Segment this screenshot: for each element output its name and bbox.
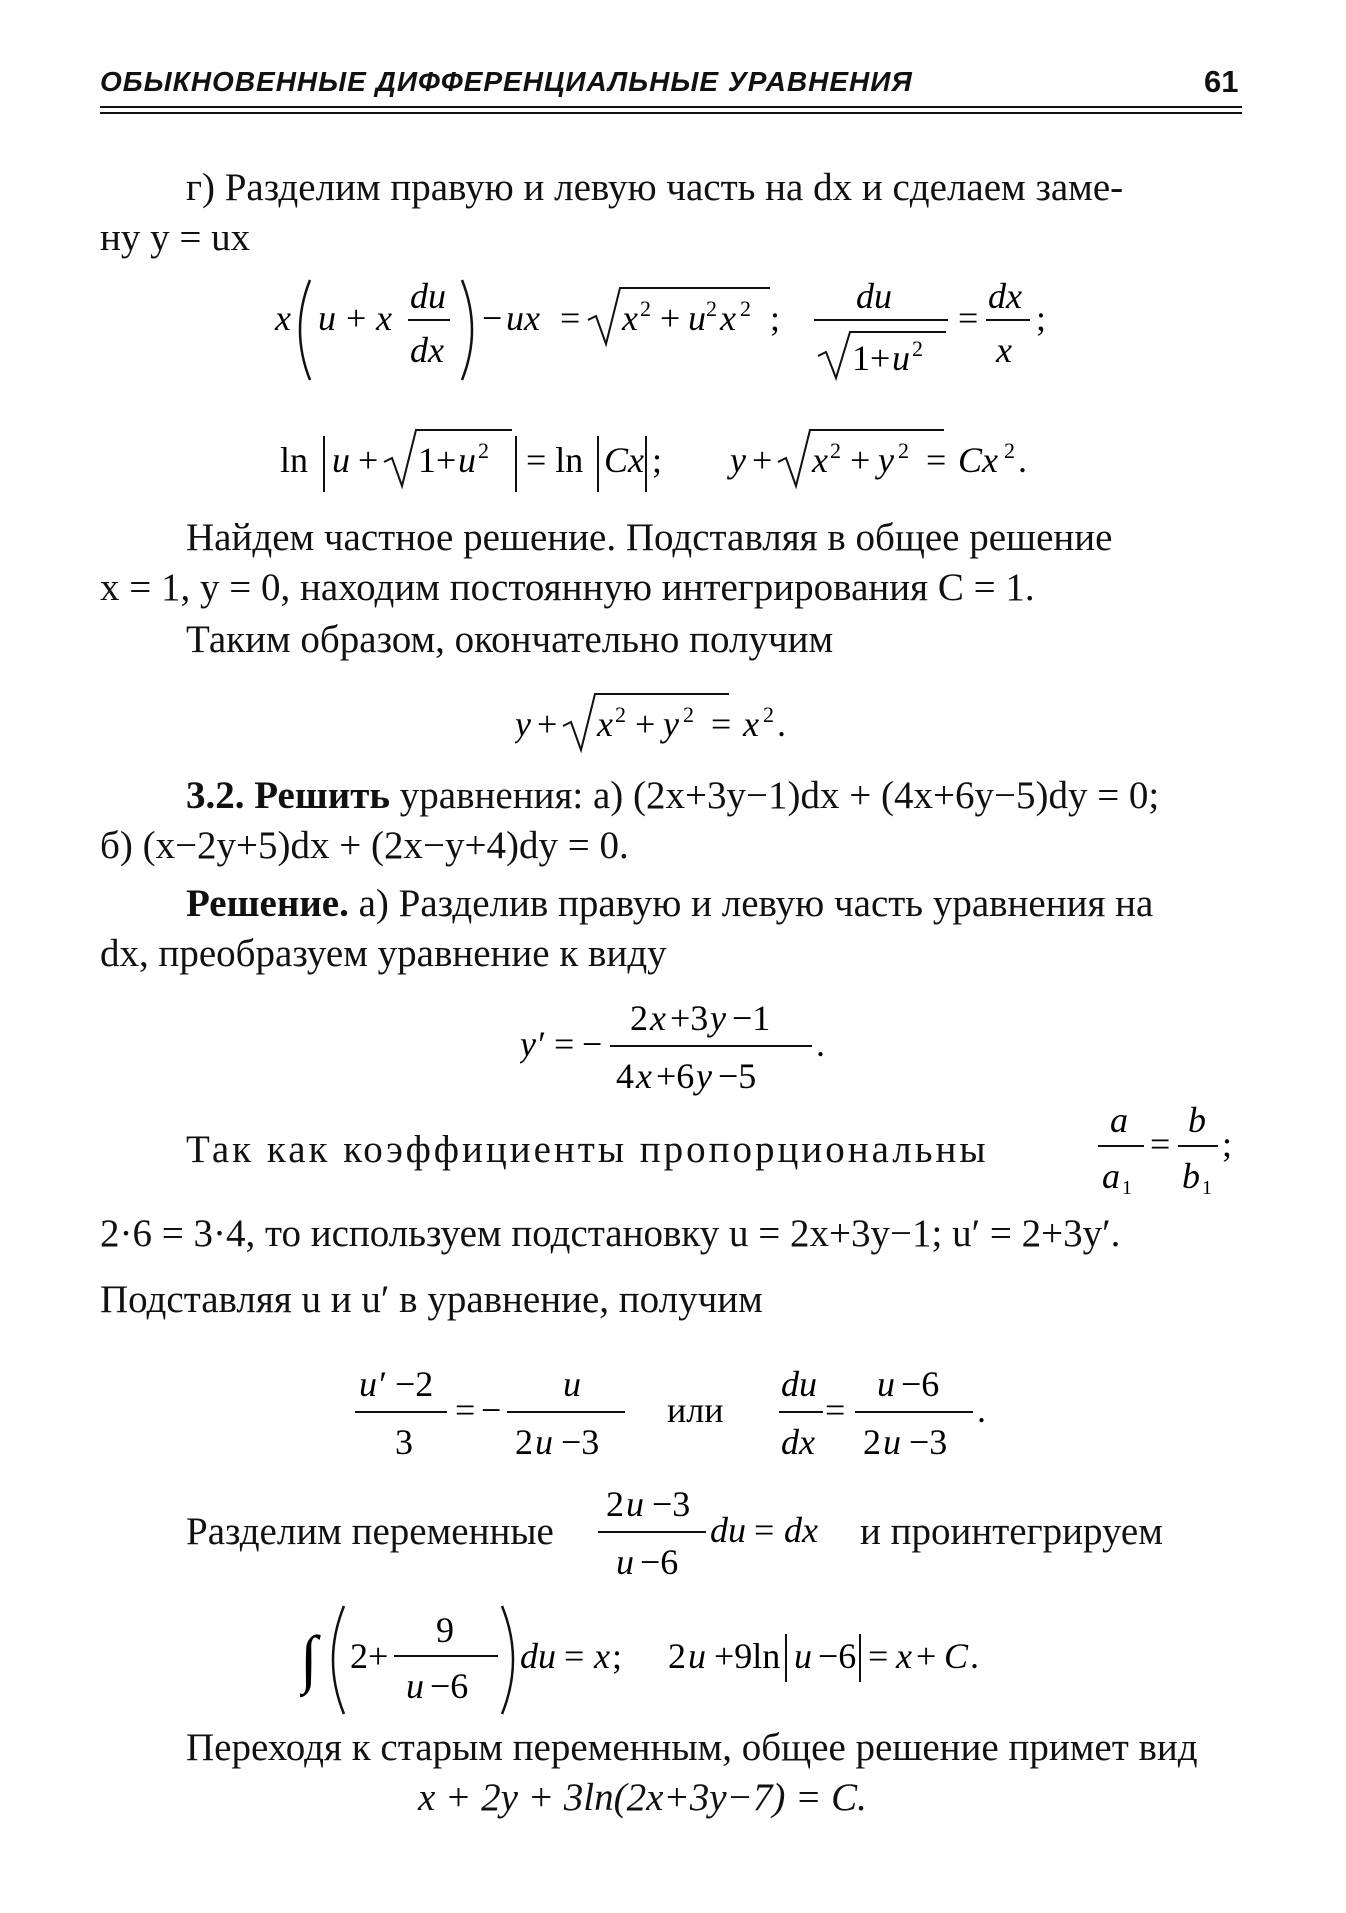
svg-text:+: +: [916, 1636, 937, 1676]
svg-text:;: ;: [1222, 1124, 1233, 1164]
svg-text:u: u: [688, 1636, 706, 1676]
svg-text:−6: −6: [818, 1636, 857, 1676]
svg-text:;: ;: [652, 440, 663, 480]
equation-2: [280, 412, 1080, 506]
svg-text:−6: −6: [901, 1364, 940, 1404]
svg-text:x: x: [597, 704, 613, 744]
svg-text:x: x: [636, 1056, 652, 1096]
svg-text:+: +: [346, 298, 367, 338]
svg-text:u: u: [688, 298, 706, 338]
svg-text:2: 2: [830, 438, 841, 463]
svg-text:b: b: [1182, 1156, 1200, 1196]
svg-text:;: ;: [1036, 298, 1047, 338]
svg-text:.: .: [970, 1636, 979, 1676]
svg-text:−: −: [482, 298, 503, 338]
svg-text:Cx: Cx: [958, 440, 998, 480]
svg-text:2: 2: [863, 1422, 881, 1462]
svg-text:;: ;: [770, 298, 781, 338]
equation-6: [300, 1594, 1060, 1728]
svg-text:2: 2: [478, 438, 489, 463]
svg-text:=: =: [554, 1024, 575, 1064]
svg-text:x: x: [376, 298, 392, 338]
svg-text:u: u: [318, 298, 336, 338]
svg-text:.: .: [777, 704, 786, 744]
svg-text:y: y: [663, 704, 679, 744]
svg-text:2: 2: [912, 336, 923, 361]
page-number: 61: [1204, 64, 1239, 99]
svg-text:= ln: = ln: [526, 440, 584, 480]
svg-text:x: x: [275, 298, 291, 338]
svg-text:x: x: [650, 998, 666, 1038]
svg-text:2: 2: [668, 1636, 686, 1676]
equation-5: [355, 1356, 995, 1470]
svg-text:−3: −3: [652, 1484, 691, 1524]
svg-text:u: u: [535, 1422, 553, 1462]
solution-line2: dx, преобразуем уравнение к виду: [100, 932, 667, 975]
svg-text:dx: dx: [988, 276, 1022, 316]
svg-text:2: 2: [630, 998, 648, 1038]
svg-text:2: 2: [615, 702, 626, 727]
svg-text:2: 2: [515, 1422, 533, 1462]
svg-text:x: x: [896, 1636, 912, 1676]
svg-text:1: 1: [1122, 1177, 1132, 1199]
svg-text:u: u: [458, 440, 476, 480]
equation-1: [270, 258, 1090, 402]
svg-text:+6: +6: [656, 1056, 695, 1096]
svg-text:u′: u′: [359, 1364, 385, 1404]
separate-before: Разделим переменные: [186, 1510, 554, 1553]
svg-text:y′: y′: [520, 1024, 544, 1064]
svg-text:2: 2: [706, 296, 717, 321]
svg-text:.: .: [1018, 440, 1027, 480]
svg-text:−: −: [481, 1390, 502, 1430]
final-equation: x + 2y + 3ln(2x+3y−7) = C.: [418, 1776, 867, 1819]
svg-text:du: du: [410, 276, 446, 316]
particular-line2: x = 1, y = 0, находим постоянную интегрирования C = 1.: [100, 566, 1035, 609]
part-g-line2: ну y = ux: [100, 216, 251, 259]
svg-text:Cx: Cx: [604, 440, 644, 480]
svg-text:1+: 1+: [852, 338, 891, 378]
final-text: Переходя к старым переменным, общее решение примет вид: [186, 1726, 1198, 1769]
svg-text:3: 3: [395, 1422, 413, 1462]
svg-text:−3: −3: [561, 1422, 600, 1462]
svg-text:+3: +3: [670, 998, 709, 1038]
svg-text:2: 2: [1004, 438, 1015, 463]
svg-text:C: C: [944, 1636, 969, 1676]
equation-3: [515, 680, 835, 764]
svg-text:u: u: [892, 338, 910, 378]
svg-text:или: или: [667, 1390, 724, 1430]
svg-text:dx: dx: [410, 330, 444, 370]
svg-text:=: =: [926, 440, 947, 480]
svg-text:x: x: [743, 704, 759, 744]
svg-text:y: y: [515, 704, 531, 744]
svg-text:=: =: [825, 1390, 846, 1430]
svg-text:+: +: [537, 704, 558, 744]
proportional-line2: 2·6 = 3·4, то используем подстановку u = 2x+3y−1; u′ = 2+3y′.: [100, 1212, 1121, 1255]
svg-text:9: 9: [436, 1610, 454, 1650]
svg-text:−6: −6: [430, 1666, 469, 1706]
problem-line1: [186, 776, 1159, 815]
svg-text:+9ln: +9ln: [714, 1636, 781, 1676]
running-header-title: ОБЫКНОВЕННЫЕ ДИФФЕРЕНЦИАЛЬНЫЕ УРАВНЕНИЯ: [100, 66, 913, 97]
separate-after: и проинтегрируем: [860, 1510, 1163, 1553]
svg-text:.: .: [816, 1024, 825, 1064]
svg-text:ln: ln: [280, 440, 309, 480]
svg-text:∫: ∫: [300, 1623, 318, 1694]
svg-text:du: du: [710, 1510, 746, 1550]
svg-text:y: y: [710, 998, 726, 1038]
svg-text:du: du: [520, 1636, 556, 1676]
svg-text:−1: −1: [732, 998, 771, 1038]
svg-text:2: 2: [606, 1484, 624, 1524]
svg-text:u: u: [794, 1636, 812, 1676]
equation-4: [520, 990, 850, 1104]
svg-text:x: x: [622, 298, 638, 338]
svg-text:2: 2: [683, 702, 694, 727]
svg-text:x: x: [996, 330, 1012, 370]
particular-line3: Таким образом, окончательно получим: [186, 618, 834, 661]
svg-text:1+: 1+: [418, 440, 457, 480]
svg-text:=: =: [958, 298, 979, 338]
proportional-fraction: [1088, 1094, 1238, 1208]
problem-line2: б) (x−2y+5)dx + (2x−y+4)dy = 0.: [100, 824, 629, 867]
svg-text:du: du: [856, 276, 892, 316]
svg-text:2: 2: [740, 296, 751, 321]
part-g-line1: г) Разделим правую и левую часть на dx и сделаем заме-: [186, 166, 1124, 209]
svg-text:u: u: [883, 1422, 901, 1462]
svg-text:y: y: [730, 440, 746, 480]
particular-line1: Найдем частное решение. Подставляя в общее решение: [186, 516, 1113, 559]
svg-text:u: u: [406, 1666, 424, 1706]
header-rule-top: [100, 106, 1242, 108]
svg-text:+: +: [660, 298, 681, 338]
proportional-text: Так как коэффициенты пропорциональны: [186, 1128, 989, 1171]
svg-text:2: 2: [763, 702, 774, 727]
problem-line1-rest: уравнения: а) (2x+3y−1)dx + (4x+6y−5)dy = 0;: [390, 774, 1160, 817]
svg-text:=: =: [1150, 1124, 1171, 1164]
svg-text:+: +: [850, 440, 871, 480]
svg-text:−2: −2: [395, 1364, 434, 1404]
svg-text:du: du: [781, 1364, 817, 1404]
svg-text:y: y: [696, 1056, 712, 1096]
svg-text:a: a: [1110, 1100, 1128, 1140]
svg-text:=: =: [455, 1390, 476, 1430]
header-rule-bottom: [100, 112, 1242, 114]
svg-text:u: u: [563, 1364, 581, 1404]
svg-text:ux: ux: [506, 298, 540, 338]
proportional-line3: Подставляя u и u′ в уравнение, получим: [100, 1278, 763, 1321]
svg-text:dx: dx: [784, 1510, 818, 1550]
solution-line1-rest: а) Разделив правую и левую часть уравнения на: [348, 882, 1154, 925]
svg-text:1: 1: [1202, 1177, 1212, 1199]
svg-text:4: 4: [616, 1056, 634, 1096]
svg-text:a: a: [1102, 1156, 1120, 1196]
svg-text:+: +: [358, 440, 379, 480]
svg-text:−6: −6: [640, 1542, 679, 1582]
svg-text:=: =: [868, 1636, 889, 1676]
svg-text:=: =: [560, 298, 581, 338]
svg-text:−5: −5: [718, 1056, 757, 1096]
svg-text:−3: −3: [909, 1422, 948, 1462]
svg-text:dx: dx: [781, 1422, 815, 1462]
svg-text:=: =: [711, 704, 732, 744]
svg-text:x: x: [720, 298, 736, 338]
svg-text:=: =: [564, 1636, 585, 1676]
svg-text:−: −: [582, 1024, 603, 1064]
svg-text:x: x: [812, 440, 828, 480]
svg-text:2: 2: [898, 438, 909, 463]
svg-text:u: u: [616, 1542, 634, 1582]
svg-text:=: =: [754, 1510, 775, 1550]
problem-label: 3.2. Решить: [186, 774, 391, 817]
solution-line1: [186, 884, 1153, 923]
svg-text:b: b: [1188, 1100, 1206, 1140]
solution-label: Решение.: [186, 882, 349, 925]
svg-text:.: .: [977, 1390, 986, 1430]
svg-text:+: +: [635, 704, 656, 744]
svg-text:2: 2: [640, 296, 651, 321]
svg-text:y: y: [878, 440, 894, 480]
svg-text:2+: 2+: [350, 1636, 389, 1676]
separate-fraction: [598, 1476, 848, 1590]
svg-text:u: u: [877, 1364, 895, 1404]
svg-text:x: x: [594, 1636, 610, 1676]
svg-text:u: u: [332, 440, 350, 480]
svg-text:+: +: [752, 440, 773, 480]
svg-text:u: u: [626, 1484, 644, 1524]
svg-text:;: ;: [612, 1636, 623, 1676]
